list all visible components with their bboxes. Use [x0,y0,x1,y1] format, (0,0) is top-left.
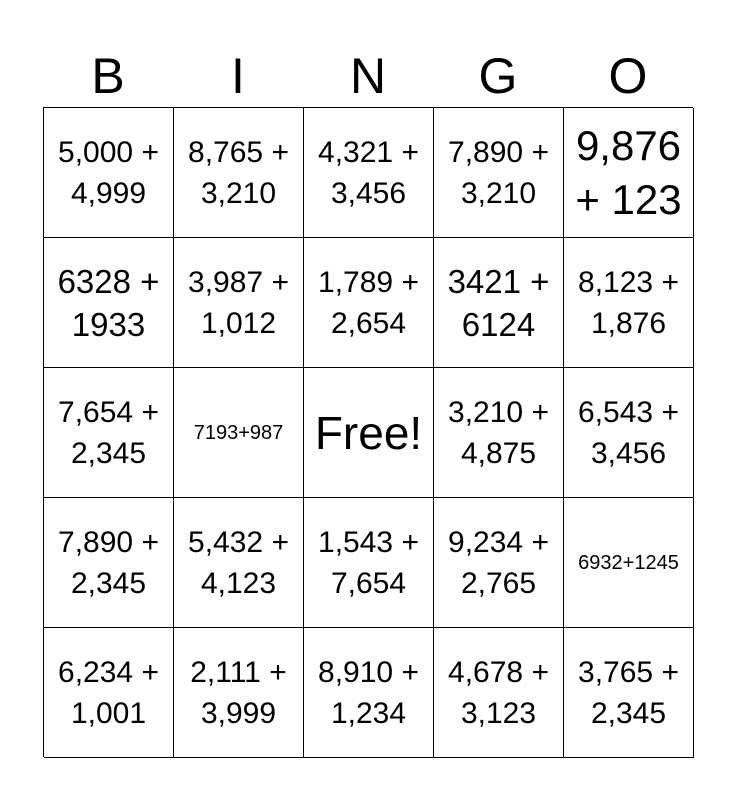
bingo-cell-b3[interactable]: 7,654 + 2,345 [44,368,174,498]
bingo-cell-i4[interactable]: 5,432 + 4,123 [174,498,304,628]
bingo-cell-g5[interactable]: 4,678 + 3,123 [434,628,564,758]
bingo-cell-b5[interactable]: 6,234 + 1,001 [44,628,174,758]
bingo-cell-g3[interactable]: 3,210 + 4,875 [434,368,564,498]
bingo-cell-i1[interactable]: 8,765 + 3,210 [174,108,304,238]
bingo-cell-n2[interactable]: 1,789 + 2,654 [304,238,434,368]
bingo-cell-n1[interactable]: 4,321 + 3,456 [304,108,434,238]
bingo-cell-g1[interactable]: 7,890 + 3,210 [434,108,564,238]
bingo-cell-b4[interactable]: 7,890 + 2,345 [44,498,174,628]
bingo-cell-g2[interactable]: 3421 + 6124 [434,238,564,368]
bingo-cell-n4[interactable]: 1,543 + 7,654 [304,498,434,628]
bingo-cell-n5[interactable]: 8,910 + 1,234 [304,628,434,758]
header-letter-n: N [349,48,387,104]
bingo-cell-o5[interactable]: 3,765 + 2,345 [564,628,694,758]
bingo-cell-o1[interactable]: 9,876 + 123 [564,108,694,238]
bingo-cell-o2[interactable]: 8,123 + 1,876 [564,238,694,368]
bingo-free-space[interactable]: Free! [304,368,434,498]
bingo-cell-b2[interactable]: 6328 + 1933 [44,238,174,368]
bingo-cell-i2[interactable]: 3,987 + 1,012 [174,238,304,368]
header-letter-o: O [608,48,648,104]
bingo-cell-o3[interactable]: 6,543 + 3,456 [564,368,694,498]
header-letter-i: I [231,48,245,104]
header-letter-b: B [91,48,125,104]
bingo-cell-i5[interactable]: 2,111 + 3,999 [174,628,304,758]
bingo-cell-b1[interactable]: 5,000 + 4,999 [44,108,174,238]
bingo-cell-g4[interactable]: 9,234 + 2,765 [434,498,564,628]
bingo-cell-i3[interactable]: 7193+987 [174,368,304,498]
bingo-card-grid [43,107,693,757]
bingo-cell-o4[interactable]: 6932+1245 [564,498,694,628]
bingo-header [43,44,693,108]
header-letter-g: G [478,48,518,104]
